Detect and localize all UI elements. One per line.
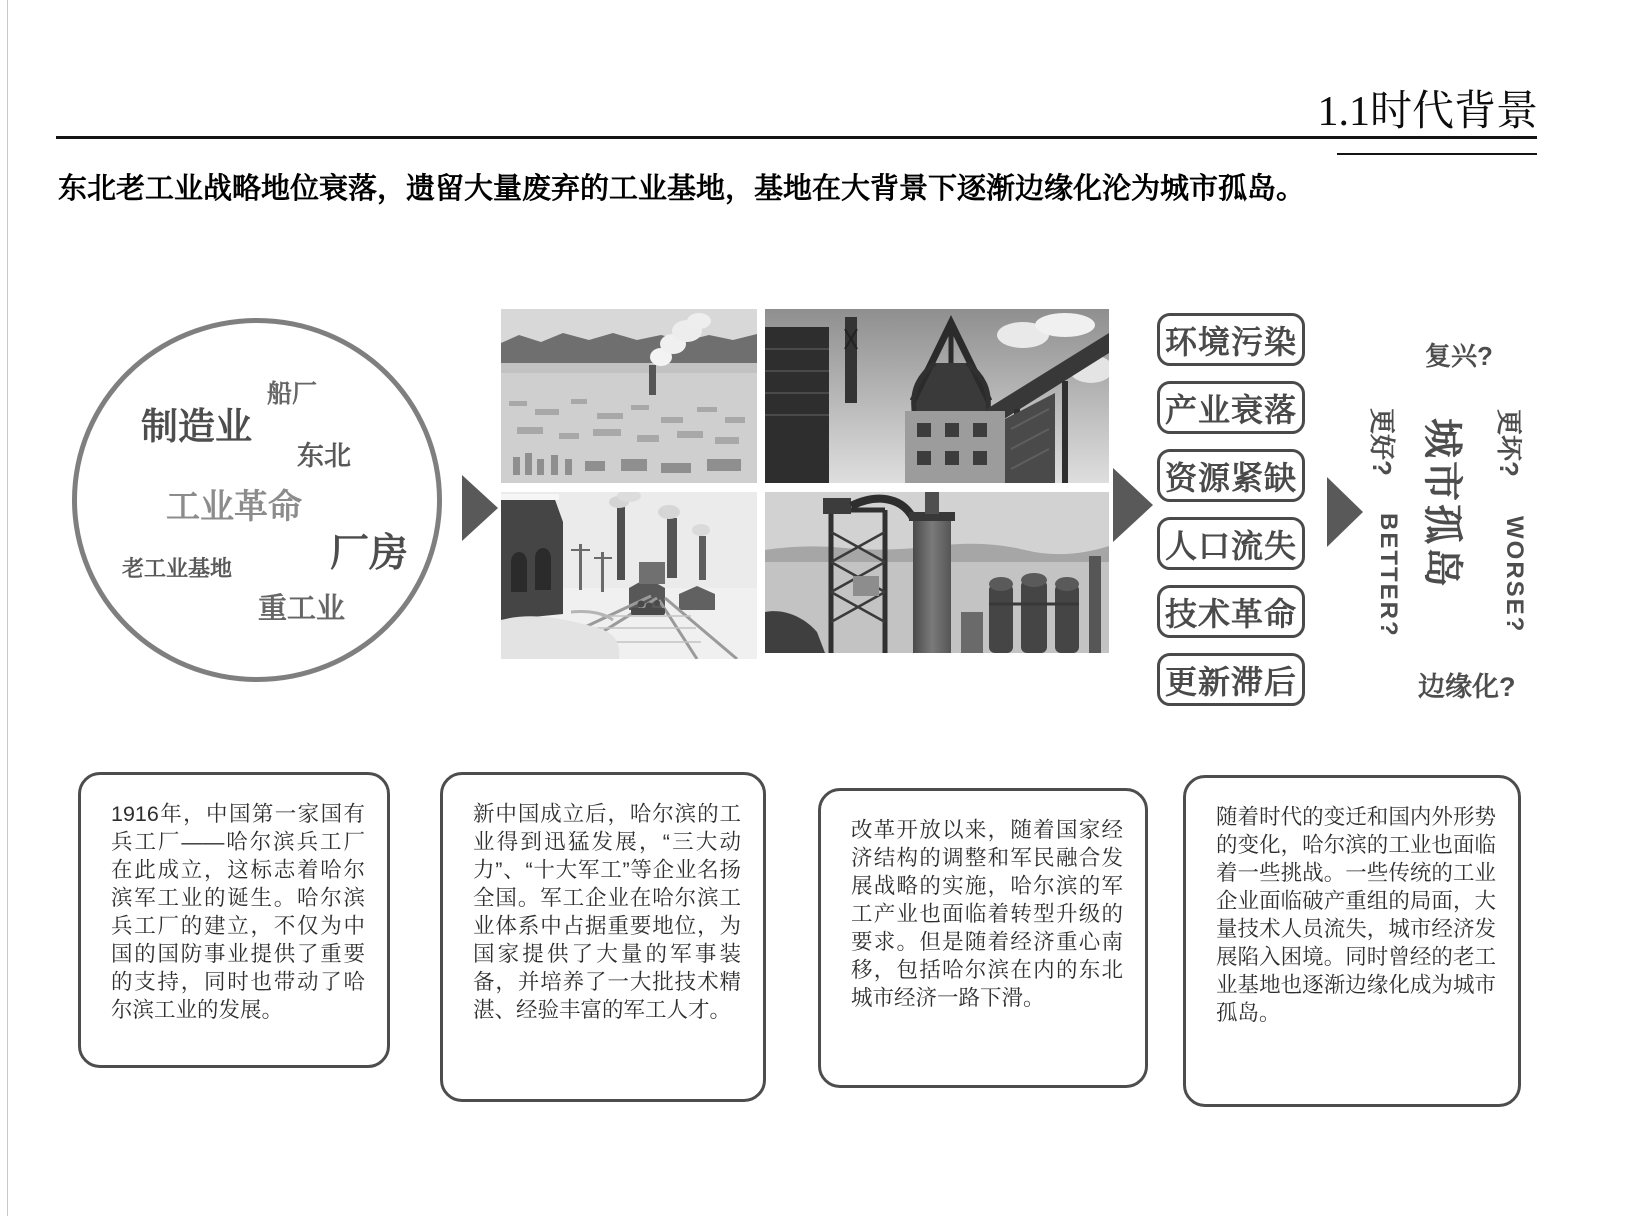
- flow-arrow-3-icon: [1327, 477, 1363, 547]
- winter-city-aerial-photo: [501, 309, 757, 483]
- furnace-chimney-complex-photo: [765, 492, 1109, 653]
- history-box-present: [1183, 775, 1521, 1107]
- flow-arrow-2-icon: [1113, 468, 1153, 542]
- snowy-railway-factory-photo: [501, 492, 757, 659]
- furnace-chimney-illustration: [765, 492, 1109, 653]
- flow-arrow-1-icon: [462, 475, 498, 541]
- tag-environment-pollution: 环境污染: [1157, 313, 1305, 366]
- tag-renewal-lag: 更新滞后: [1157, 653, 1305, 706]
- outcome-marginalization-label: 边缘化?: [1418, 672, 1516, 702]
- slide-subtitle: 东北老工业战略地位衰落，遗留大量废弃的工业基地，基地在大背景下逐渐边缘化沦为城市孤岛。: [58, 173, 1306, 205]
- tag-industry-decline: 产业衰落: [1157, 381, 1305, 434]
- outcome-worse-en-label: WORSE?: [1501, 516, 1528, 634]
- blast-furnace-structure-photo: [765, 309, 1109, 483]
- history-box-1916: [78, 772, 390, 1068]
- history-box-new-china: [440, 772, 766, 1102]
- snowy-railway-illustration: [501, 492, 757, 659]
- blast-furnace-illustration: [765, 309, 1109, 483]
- cloud-word-northeast: 东北: [297, 441, 351, 471]
- history-box-reform: [818, 788, 1148, 1088]
- title-underline: [1337, 153, 1537, 155]
- cloud-word-heavy-industry: 重工业: [258, 593, 346, 625]
- outcome-revival-label: 复兴?: [1425, 341, 1493, 371]
- cloud-word-industrial-revolution: 工业革命: [166, 488, 302, 526]
- winter-city-aerial-illustration: [501, 309, 757, 483]
- cloud-word-manufacturing: 制造业: [141, 406, 252, 447]
- outcome-better-en-label: BETTER?: [1375, 513, 1402, 638]
- outcome-urban-island-label: 城市孤岛: [1420, 418, 1464, 590]
- history-box-reform-text: 改革开放以来，随着国家经济结构的调整和军民融合发展战略的实施，哈尔滨的军工产业也面临着转型升级的要求。但是随着经济重心南移，包括哈尔滨在内的东北城市经济一路下滑。: [851, 818, 1123, 1010]
- page-title: 1.1时代背景: [1317, 89, 1538, 135]
- outcome-worse-cn-label: 更坏?: [1494, 409, 1524, 477]
- history-box-1916-text: 1916年，中国第一家国有兵工厂——哈尔滨兵工厂在此成立，这标志着哈尔滨军工业的诞生。哈尔滨兵工厂的建立，不仅为中国的国防事业提供了重要的支持，同时也带动了哈尔滨工业的发展。: [111, 802, 365, 1022]
- cloud-word-factory-building: 厂房: [330, 532, 409, 575]
- outcome-better-cn-label: 更好?: [1367, 408, 1397, 476]
- history-box-new-china-text: 新中国成立后，哈尔滨的工业得到迅猛发展，“三大动力”、“十大军工”等企业名扬全国。军工企业在哈尔滨工业体系中占据重要地位，为国家提供了大量的军事装备，并培养了一大批技术精湛、经验丰富的军工人才。: [473, 802, 741, 1022]
- tag-population-loss: 人口流失: [1157, 517, 1305, 570]
- header-rule: [56, 136, 1537, 139]
- history-box-present-text: 随着时代的变迁和国内外形势的变化，哈尔滨的工业也面临着一些挑战。一些传统的工业企业面临破产重组的局面，大量技术人员流失，城市经济发展陷入困境。同时曾经的老工业基地也逐渐边缘化成为城市孤岛。: [1216, 805, 1496, 1025]
- tag-technology-revolution: 技术革命: [1157, 585, 1305, 638]
- tag-resource-shortage: 资源紧缺: [1157, 449, 1305, 502]
- cloud-word-old-industrial-base: 老工业基地: [122, 556, 233, 581]
- cloud-word-shipyard: 船厂: [267, 380, 318, 408]
- page-edge-line: [7, 0, 8, 1216]
